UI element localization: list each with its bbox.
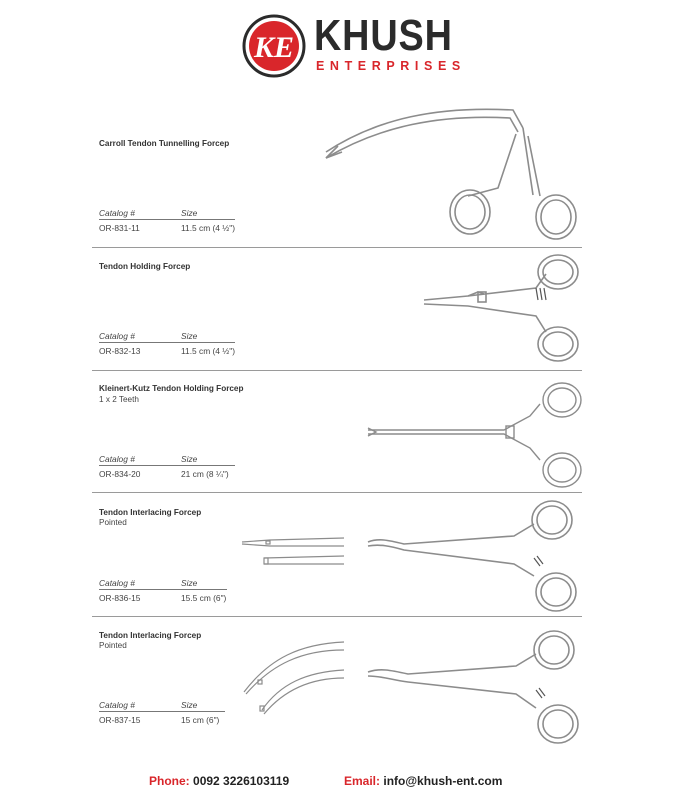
label-rule: [99, 219, 235, 220]
product-title: Tendon Holding Forcep: [99, 262, 191, 271]
label-rule: [99, 342, 235, 343]
product-subtitle: Pointed: [99, 641, 127, 650]
phone-label: Phone:: [149, 774, 190, 788]
product-title: Carroll Tendon Tunnelling Forcep: [99, 139, 230, 148]
size-label: Size: [181, 208, 198, 218]
phone-number[interactable]: 0092 3226103119: [193, 774, 290, 788]
catalog-number: OR-832-13: [99, 346, 141, 356]
size-value: 15.5 cm (6"): [181, 593, 227, 603]
catalog-number: OR-836-15: [99, 593, 141, 603]
section-divider: [92, 492, 582, 493]
size-value: 11.5 cm (4 ½"): [181, 346, 236, 356]
email-address[interactable]: info@khush-ent.com: [383, 774, 503, 788]
tip-detail-curved-image: [240, 638, 346, 716]
badge-text: KE: [253, 31, 295, 64]
size-label: Size: [181, 700, 198, 710]
size-value: 11.5 cm (4 ½"): [181, 223, 236, 233]
email-contact[interactable]: [344, 774, 502, 788]
section-divider: [92, 616, 582, 617]
catalog-label: Catalog #: [99, 700, 135, 710]
product-subtitle: 1 x 2 Teeth: [99, 395, 139, 404]
label-rule: [99, 711, 225, 712]
product-title: Kleinert-Kutz Tendon Holding Forcep: [99, 384, 244, 393]
tendon-holding-forcep-image: [418, 252, 588, 366]
interlacing-forcep-straight-image: [364, 496, 588, 614]
section-divider: [92, 370, 582, 371]
catalog-label: Catalog #: [99, 331, 135, 341]
label-rule: [99, 465, 235, 466]
carroll-forcep-image: [318, 100, 588, 242]
size-label: Size: [181, 578, 198, 588]
phone-contact[interactable]: [149, 774, 289, 788]
catalog-number: OR-837-15: [99, 715, 141, 725]
interlacing-forcep-curved-image: [364, 624, 588, 746]
product-title: Tendon Interlacing Forcep: [99, 631, 202, 640]
brand-logo: [0, 0, 689, 90]
catalog-label: Catalog #: [99, 454, 135, 464]
product-subtitle: Pointed: [99, 518, 127, 527]
catalog-number: OR-831-11: [99, 223, 140, 233]
tip-detail-straight-image: [240, 532, 346, 572]
brand-tagline: ENTERPRISES: [316, 59, 466, 73]
product-title: Tendon Interlacing Forcep: [99, 508, 202, 517]
size-value: 15 cm (6"): [181, 715, 220, 725]
ke-badge-icon: [242, 14, 306, 78]
brand-name: KHUSH: [314, 11, 453, 60]
size-value: 21 cm (8 ¼"): [181, 469, 229, 479]
label-rule: [99, 589, 227, 590]
contact-footer: [0, 774, 689, 792]
size-label: Size: [181, 331, 198, 341]
catalog-number: OR-834-20: [99, 469, 141, 479]
size-label: Size: [181, 454, 198, 464]
section-divider: [92, 247, 582, 248]
email-label: Email:: [344, 774, 381, 788]
kleinert-kutz-forcep-image: [364, 376, 588, 490]
catalog-label: Catalog #: [99, 578, 135, 588]
catalog-label: Catalog #: [99, 208, 135, 218]
